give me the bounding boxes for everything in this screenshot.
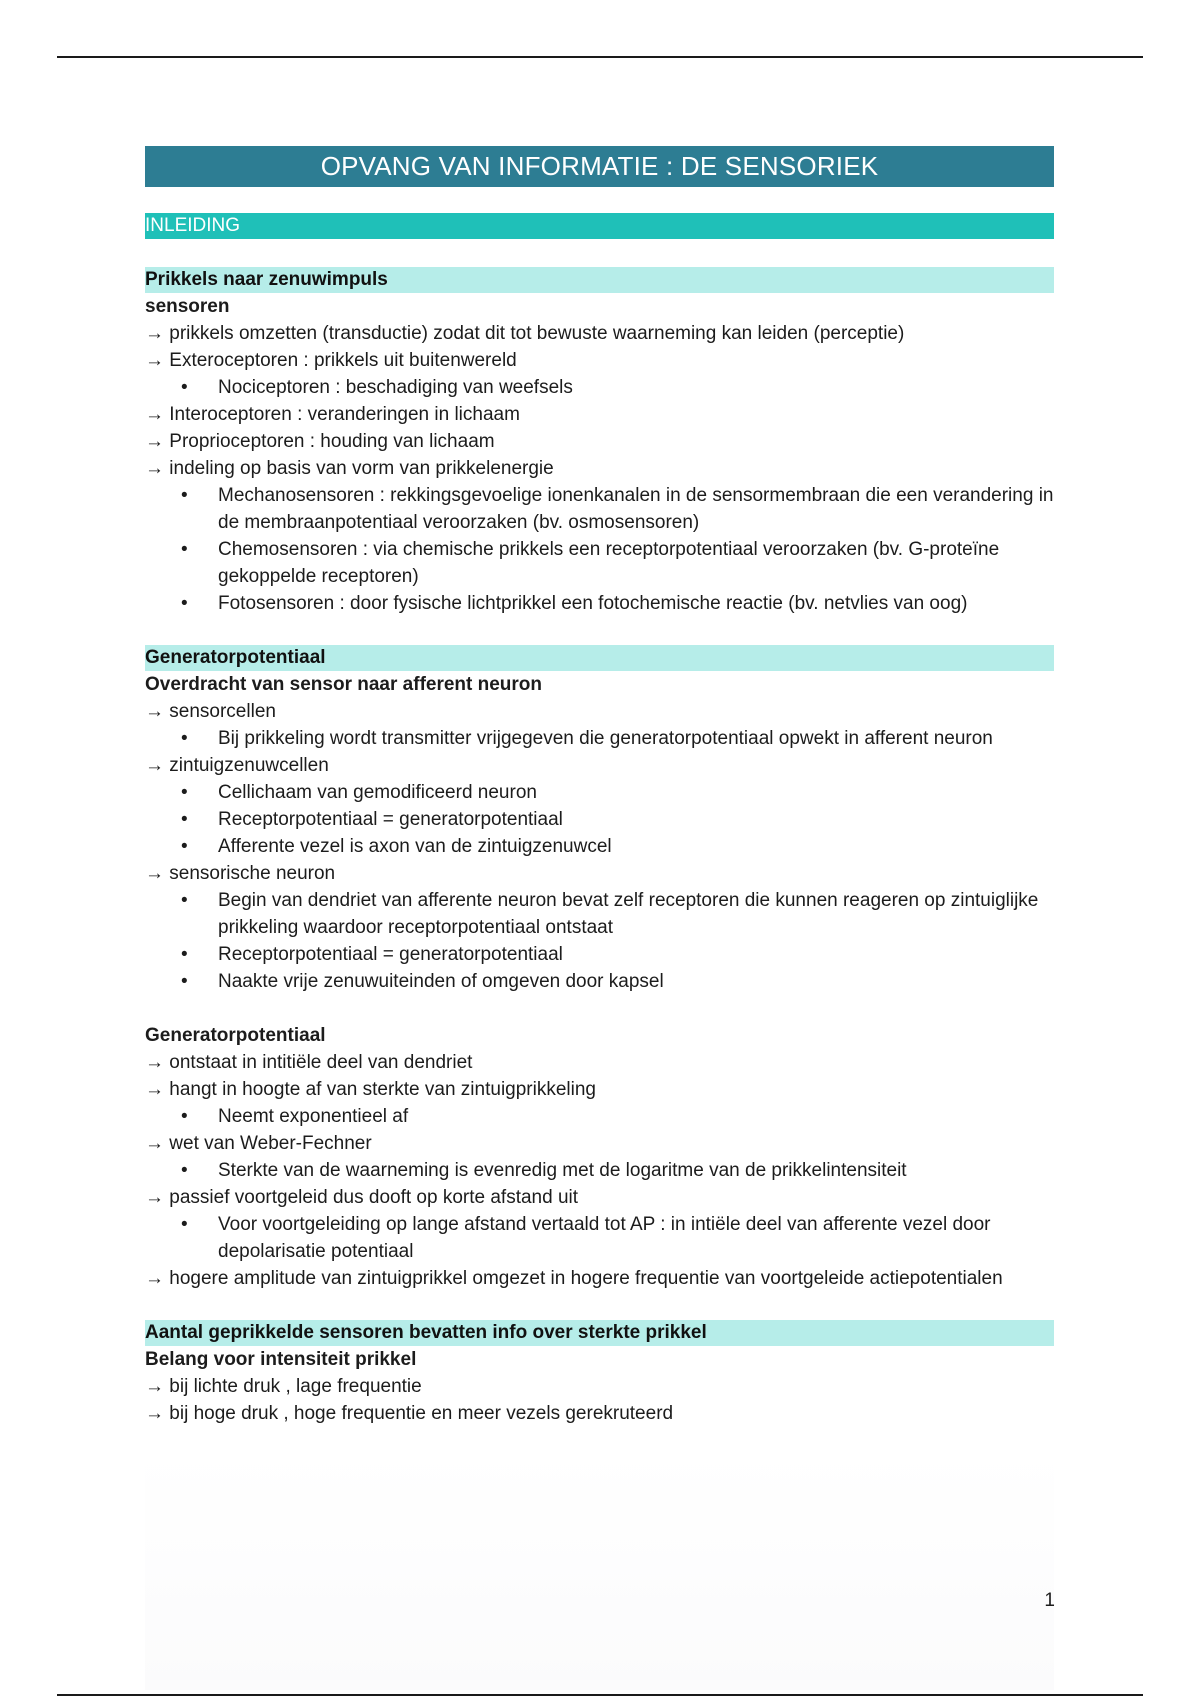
subheading: sensoren — [145, 296, 230, 317]
page-number: 1 — [1044, 1590, 1055, 1611]
section-aantal-sensoren — [145, 1320, 1054, 1427]
bullet-list — [145, 1103, 1054, 1130]
document-title: OPVANG VAN INFORMATIE : DE SENSORIEK — [145, 146, 1054, 187]
bullet-item: • Voor voortgeleiding op lange afstand vertaald tot AP : in intiële deel van afferente vezel door depolarisatie potentiaal — [145, 1211, 1054, 1265]
text-line: → ontstaat in intitiële deel van dendriet — [145, 1052, 473, 1073]
subheading: Overdracht van sensor naar afferent neuron — [145, 674, 543, 695]
footer-rule — [57, 1694, 1143, 1696]
text-line: → zintuigzenuwcellen — [145, 755, 329, 776]
bullet-item: • Cellichaam van gemodificeerd neuron — [145, 779, 1054, 806]
text-line: → bij lichte druk , lage frequentie — [145, 1376, 422, 1397]
text-line: → prikkels omzetten (transductie) zodat dit tot bewuste waarneming kan leiden (perceptie) — [145, 323, 905, 344]
text-line: → passief voortgeleid dus dooft op korte afstand uit — [145, 1187, 579, 1208]
text-line: → hangt in hoogte af van sterkte van zintuigprikkeling — [145, 1079, 596, 1100]
bullet-item: • Naakte vrije zenuwuiteinden of omgeven door kapsel — [145, 968, 1054, 995]
bullet-item: • Receptorpotentiaal = generatorpotentiaal — [145, 941, 1054, 968]
section-heading: Aantal geprikkelde sensoren bevatten info over sterkte prikkel — [145, 1320, 1054, 1346]
page-shade — [145, 1450, 1054, 1690]
bullet-list — [145, 887, 1054, 995]
bullet-item: • Fotosensoren : door fysische lichtprikkel een fotochemische reactie (bv. netvlies van oog) — [145, 590, 1054, 617]
subheading: Generatorpotentiaal — [145, 1025, 326, 1046]
bullet-item: • Chemosensoren : via chemische prikkels een receptorpotentiaal veroorzaken (bv. G-proteïne gekoppelde receptoren) — [145, 536, 1054, 590]
chapter-heading: INLEIDING — [145, 213, 1054, 239]
bullet-item: • Afferente vezel is axon van de zintuigzenuwcel — [145, 833, 1054, 860]
text-line: → Exteroceptoren : prikkels uit buitenwereld — [145, 350, 517, 371]
bullet-item: • Neemt exponentieel af — [145, 1103, 1054, 1130]
text-line: → indeling op basis van vorm van prikkelenergie — [145, 458, 554, 479]
bullet-item: • Bij prikkeling wordt transmitter vrijgegeven die generatorpotentiaal opwekt in afferent neuron — [145, 725, 1054, 752]
text-line: → Proprioceptoren : houding van lichaam — [145, 431, 495, 452]
text-line: → bij hoge druk , hoge frequentie en meer vezels gerekruteerd — [145, 1403, 674, 1424]
section-heading: Generatorpotentiaal — [145, 645, 1054, 671]
section-prikkels — [145, 267, 1054, 617]
bullet-item: • Nociceptoren : beschadiging van weefsels — [145, 374, 1054, 401]
bullet-list — [145, 1211, 1054, 1265]
bullet-list — [145, 779, 1054, 860]
bullet-item: • Sterkte van de waarneming is evenredig met de logaritme van de prikkelintensiteit — [145, 1157, 1054, 1184]
section-generatorpotentiaal — [145, 645, 1054, 1292]
block-generatorpotentiaal — [145, 1022, 1054, 1292]
text-line: → hogere amplitude van zintuigprikkel omgezet in hogere frequentie van voortgeleide actiepotentialen — [145, 1268, 1003, 1289]
bullet-list — [145, 1157, 1054, 1184]
bullet-list — [145, 482, 1054, 617]
subheading: Belang voor intensiteit prikkel — [145, 1349, 417, 1370]
text-line: → sensorische neuron — [145, 863, 336, 884]
bullet-list — [145, 725, 1054, 752]
text-line: → sensorcellen — [145, 701, 276, 722]
text-line: → wet van Weber-Fechner — [145, 1133, 372, 1154]
text-line: → Interoceptoren : veranderingen in lichaam — [145, 404, 520, 425]
section-heading: Prikkels naar zenuwimpuls — [145, 267, 1054, 293]
bullet-item: • Mechanosensoren : rekkingsgevoelige ionenkanalen in de sensormembraan die een verandering in de membraanpotentiaal veroorzaken (bv. osmosensoren) — [145, 482, 1054, 536]
bullet-list — [145, 374, 1054, 401]
bullet-item: • Receptorpotentiaal = generatorpotentiaal — [145, 806, 1054, 833]
document-body — [145, 146, 1054, 1427]
bullet-item: • Begin van dendriet van afferente neuron bevat zelf receptoren die kunnen reageren op zintuiglijke prikkeling waardoor receptorpotentiaal ontstaat — [145, 887, 1054, 941]
header-rule — [57, 56, 1143, 58]
